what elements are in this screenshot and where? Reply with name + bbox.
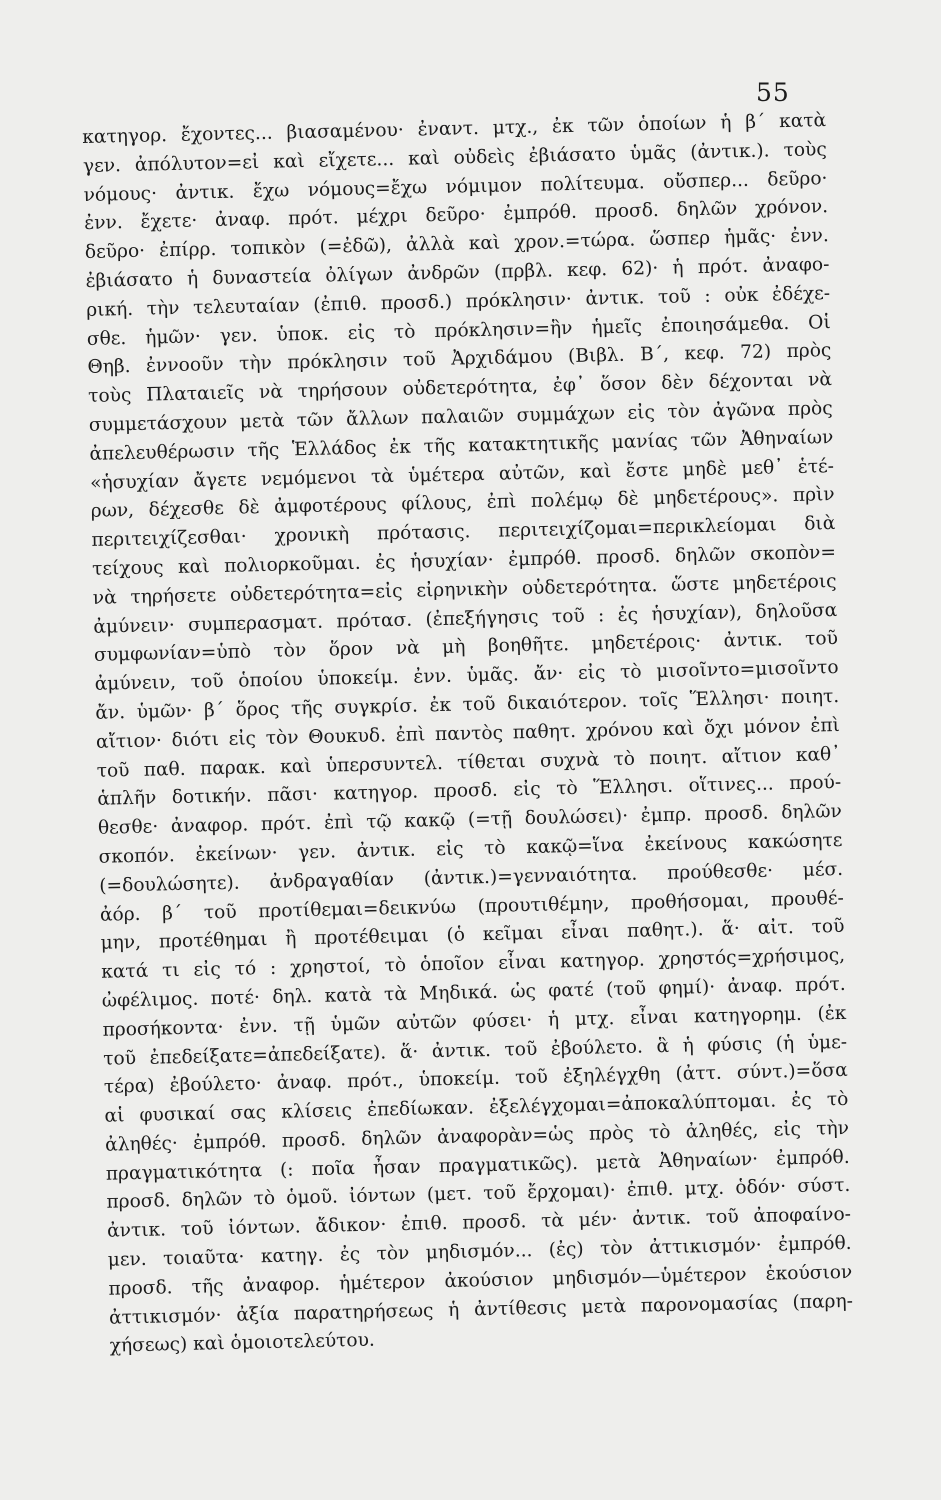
text-line: πραγματικότητα (: ποῖα ἦσαν πραγματικῶς). μετὰ Ἀθηναίων· ἐμπρόθ.	[105, 1146, 850, 1185]
text-line: συμφωνίαν=ὑπὸ τὸν ὅρον νὰ μὴ βοηθῆτε. μηδετέροις· ἀντικ. τοῦ	[93, 628, 839, 667]
text-line: νὰ τηρήσετε οὐδετερότητα=εἰς εἰρηνικὴν οὐδετερότητα. ὥστε μηδετέροις	[92, 570, 837, 609]
text-line: «ἡσυχίαν ἄγετε νεμόμενοι τὰ ὑμέτερα αὐτῶν, καὶ ἔστε μηδὲ μεθ᾽ ἑτέ-	[89, 455, 835, 494]
text-line: ἀόρ. β΄ τοῦ προτίθεμαι=δεικνύω (προυτιθέμην, προθήσομαι, προυθέ-	[99, 887, 844, 926]
page-number: 55	[756, 78, 790, 107]
text-line: ἄν. ὑμῶν· β΄ ὅρος τῆς συγκρίσ. ἐκ τοῦ δικαιότερον. τοῖς Ἕλλησι· ποιητ.	[95, 685, 840, 724]
text-line: προσήκοντα· ἐνν. τῇ ὑμῶν αὐτῶν φύσει· ἡ μτχ. εἶναι κατηγορημ. (ἐκ	[102, 1002, 847, 1041]
text-line: σκοπόν. ἐκείνων· γεν. ἀντικ. εἰς τὸ κακῷ=ἵνα ἐκείνους κακώσητε	[98, 829, 843, 868]
text-line: τοῦ ἐπεδείξατε=ἀπεδείξατε). ἅ· ἀντικ. τοῦ ἐβούλετο. ἃ ἡ φύσις (ἡ ὑμε-	[102, 1031, 848, 1070]
text-line: αἴτιον· διότι εἰς τὸν Θουκυδ. ἐπὶ παντὸς παθητ. χρόνου καὶ ὄχι μόνον ἐπὶ	[95, 714, 841, 753]
text-line: ἀμύνειν, τοῦ ὁποίου ὑποκείμ. ἐνν. ὑμᾶς. ἄν· εἰς τὸ μισοῖντο=μισοῖντο	[94, 657, 839, 695]
text-line: μεν. τοιαῦτα· κατηγ. ἐς τὸν μηδισμόν... (ἐς) τὸν ἀττικισμόν· ἐμπρόθ.	[107, 1232, 852, 1271]
text-line: ἀληθές· ἐμπρόθ. προσδ. δηλῶν ἀναφορὰν=ὡς πρὸς τὸ ἀληθές, εἰς τὴν	[104, 1117, 850, 1156]
text-line: τέρα) ἐβούλετο· ἀναφ. πρότ., ὑποκείμ. τοῦ ἐξηλέγχθη (ἀττ. σύντ.)=ὅσα	[103, 1060, 848, 1099]
text-line: ἀπελευθέρωσιν τῆς Ἑλλάδος ἐκ τῆς κατακτητικῆς μανίας τῶν Ἀθηναίων	[89, 426, 834, 465]
text-line: ἁπλῆν δοτικήν. πᾶσι· κατηγορ. προσδ. εἰς τὸ Ἕλλησι. οἵτινες... πρού-	[97, 772, 842, 811]
text-line: μην, προτέθημαι ἢ προτέθειμαι (ὁ κεῖμαι εἶναι παθητ.). ἅ· αἰτ. τοῦ	[100, 916, 845, 955]
text-line: χήσεως) καὶ ὁμοιοτελεύτου.	[109, 1330, 376, 1358]
text-line: γεν. ἀπόλυτον=εἰ καὶ εἴχετε... καὶ οὐδεὶς ἐβιάσατο ὑμᾶς (ἀντικ.). τοὺς	[82, 138, 828, 177]
text-line: θεσθε· ἀναφορ. πρότ. ἐπὶ τῷ κακῷ (=τῇ δουλώσει)· ἐμπρ. προσδ. δηλῶν	[97, 801, 843, 839]
text-line: συμμετάσχουν μετὰ τῶν ἄλλων παλαιῶν συμμάχων εἰς τὸν ἀγῶνα πρὸς	[88, 398, 833, 436]
text-line: κατά τι εἰς τό : χρηστοί, τὸ ὁποῖον εἶναι κατηγορ. χρηστός=χρήσιμος,	[101, 945, 846, 983]
text-line: ὠφέλιμος. ποτέ· δηλ. κατὰ τὰ Μηδικά. ὡς φατέ (τοῦ φημί)· ἀναφ. πρότ.	[101, 973, 846, 1012]
text-line: σθε. ἡμῶν· γεν. ὑποκ. εἰς τὸ πρόκλησιν=ἣν ἡμεῖς ἐποιησάμεθα. Οἱ	[86, 311, 831, 350]
commentary-text	[82, 107, 854, 1362]
text-line: προσδ. δηλῶν τὸ ὁμοῦ. ἰόντων (μετ. τοῦ ἔρχομαι)· ἐπιθ. μτχ. ὁδόν· σύστ.	[106, 1175, 851, 1214]
text-line: Θηβ. ἐννοοῦν τὴν πρόκλησιν τοῦ Ἀρχιδάμου (Βιβλ. Β΄, κεφ. 72) πρὸς	[87, 340, 832, 379]
text-line: προσδ. τῆς ἀναφορ. ἡμέτερον ἀκούσιον μηδισμόν—ὑμέτερον ἑκούσιον	[108, 1261, 853, 1300]
text-line: ἀντικ. τοῦ ἰόντων. ἄδικον· ἐπιθ. προσδ. τὰ μέν· ἀντικ. τοῦ ἀποφαίνο-	[106, 1204, 852, 1242]
text-line: τοὺς Πλαταιεῖς νὰ τηρήσουν οὐδετερότητα, ἐφ᾽ ὅσον δὲν δέχονται νὰ	[87, 369, 833, 408]
text-line: περιτειχίζεσθαι· χρονικὴ πρότασις. περιτειχίζομαι=περικλείομαι διὰ	[91, 513, 836, 552]
text-line: ἀμύνειν· συμπερασματ. πρότασ. (ἐπεξήγησις τοῦ : ἐς ἡσυχίαν), δηλοῦσα	[93, 599, 838, 638]
text-line: (=δουλώσητε). ἀνδραγαθίαν (ἀντικ.)=γενναιότητα. προύθεσθε· μέσ.	[99, 858, 844, 897]
text-line: νόμους· ἀντικ. ἔχω νόμους=ἔχω νόμιμον πολίτευμα. οὔσπερ... δεῦρο·	[83, 167, 828, 206]
text-line: ρική. τὴν τελευταίαν (ἐπιθ. προσδ.) πρόκλησιν· ἀντικ. τοῦ : οὐκ ἐδέχε-	[85, 282, 831, 321]
text-line: τοῦ παθ. παρακ. καὶ ὑπερσυντελ. τίθεται συχνὰ τὸ ποιητ. αἴτιον καθ᾽	[96, 743, 841, 782]
text-line: ἐνν. ἔχετε· ἀναφ. πρότ. μέχρι δεῦρο· ἐμπρόθ. προσδ. δηλῶν χρόνον.	[84, 196, 829, 235]
text-line: δεῦρο· ἐπίρρ. τοπικὸν (=ἐδῶ), ἀλλὰ καὶ χρον.=τώρα. ὥσπερ ἡμᾶς· ἐνν.	[84, 225, 829, 264]
text-line: ρων, δέχεσθε δὲ ἀμφοτέρους φίλους, ἐπὶ πολέμῳ δὲ μηδετέρους». πρὶν	[90, 484, 835, 523]
text-line: ἐβιάσατο ἡ δυναστεία ὀλίγων ἀνδρῶν (πρβλ. κεφ. 62)· ἡ πρότ. ἀναφο-	[85, 254, 830, 292]
text-line: τείχους καὶ πολιορκοῦμαι. ἐς ἡσυχίαν· ἐμπρόθ. προσδ. δηλῶν σκοπὸν=	[91, 541, 837, 580]
text-line: κατηγορ. ἔχοντες... βιασαμένου· ἐναντ. μτχ., ἐκ τῶν ὁποίων ἡ β΄ κατὰ	[82, 110, 827, 148]
text-line: ἀττικισμόν· ἀξία παρατηρήσεως ἡ ἀντίθεσις μετὰ παρονομασίας (παρη-	[108, 1290, 854, 1329]
text-line: αἱ φυσικαί σας κλίσεις ἐπεδίωκαν. ἐξελέγχομαι=ἀποκαλύπτομαι. ἐς τὸ	[104, 1088, 849, 1127]
